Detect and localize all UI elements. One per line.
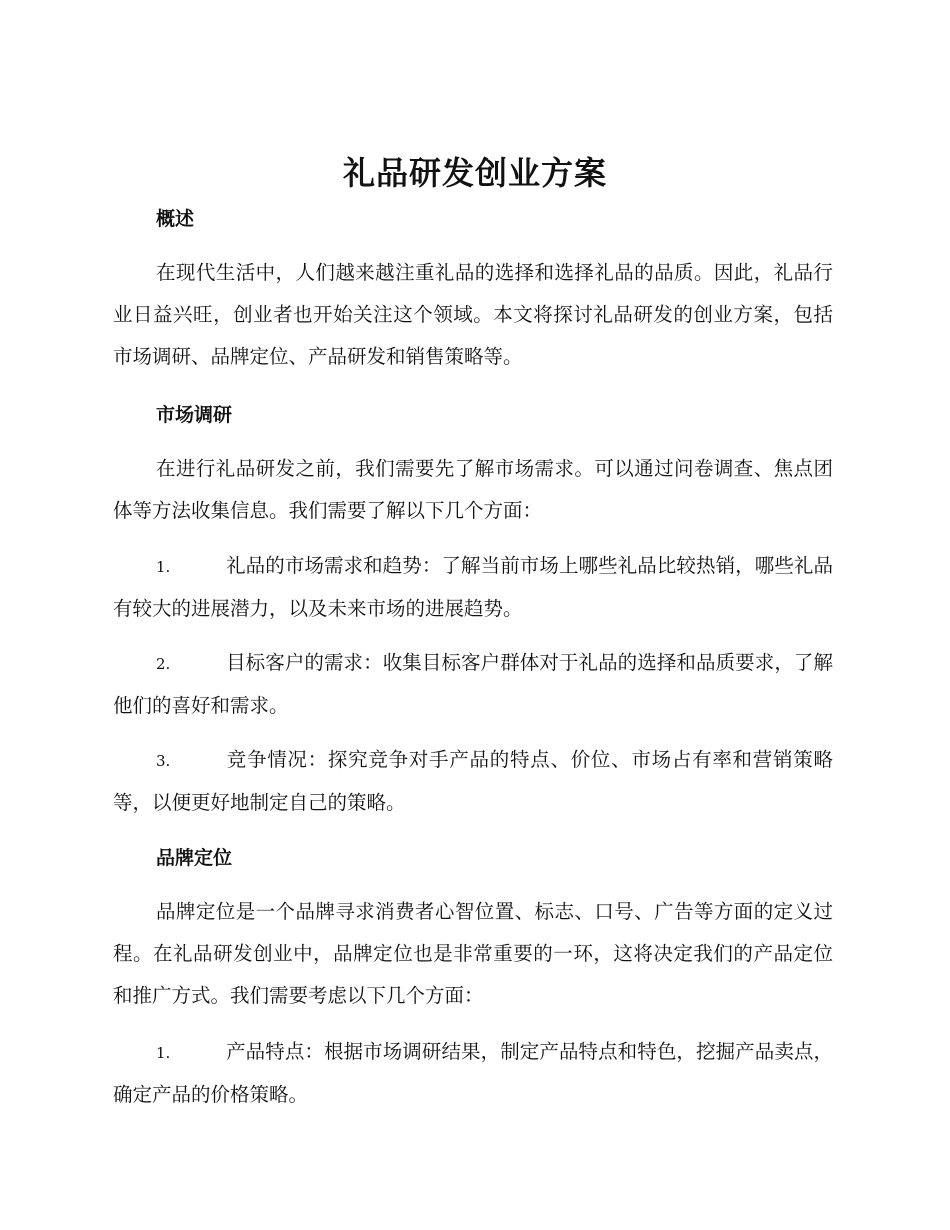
list-item-text: 目标客户的需求：收集目标客户群体对于礼品的选择和品质要求，了解他们的喜好和需求。 bbox=[113, 651, 833, 717]
brand-list-item-1 bbox=[113, 1031, 833, 1116]
brand-paragraph: 品牌定位是一个品牌寻求消费者心智位置、标志、口号、广告等方面的定义过程。在礼品研发创业中，品牌定位也是非常重要的一环，这将决定我们的产品定位和推广方式。我们需要考虑以下几个方面： bbox=[113, 900, 833, 1007]
market-paragraph: 在进行礼品研发之前，我们需要先了解市场需求。可以通过问卷调查、焦点团体等方法收集信息。我们需要了解以下几个方面： bbox=[113, 457, 833, 522]
list-number: 1. bbox=[156, 558, 171, 576]
list-number: 2. bbox=[156, 655, 171, 673]
section-heading-market: 市场调研 bbox=[156, 404, 233, 426]
list-item-text: 产品特点：根据市场调研结果，制定产品特点和特色，挖掘产品卖点，确定产品的价格策略。 bbox=[113, 1040, 833, 1106]
list-number: 1. bbox=[156, 1044, 171, 1062]
section-heading-overview: 概述 bbox=[156, 208, 195, 230]
section-heading-brand: 品牌定位 bbox=[156, 847, 233, 869]
document-title: 礼品研发创业方案 bbox=[342, 154, 607, 192]
market-list-item-2 bbox=[113, 642, 833, 727]
market-list-item-1 bbox=[113, 545, 833, 630]
list-item-text: 竞争情况：探究竞争对手产品的特点、价位、市场占有率和营销策略等，以便更好地制定自己的策略。 bbox=[113, 748, 833, 814]
overview-paragraph: 在现代生活中，人们越来越注重礼品的选择和选择礼品的品质。因此，礼品行业日益兴旺，创业者也开始关注这个领域。本文将探讨礼品研发的创业方案，包括市场调研、品牌定位、产品研发和销售策略等。 bbox=[113, 261, 833, 368]
list-item-text: 礼品的市场需求和趋势：了解当前市场上哪些礼品比较热销，哪些礼品有较大的进展潜力，以及未来市场的进展趋势。 bbox=[113, 554, 833, 620]
market-list-item-3 bbox=[113, 739, 833, 824]
list-number: 3. bbox=[156, 752, 171, 770]
